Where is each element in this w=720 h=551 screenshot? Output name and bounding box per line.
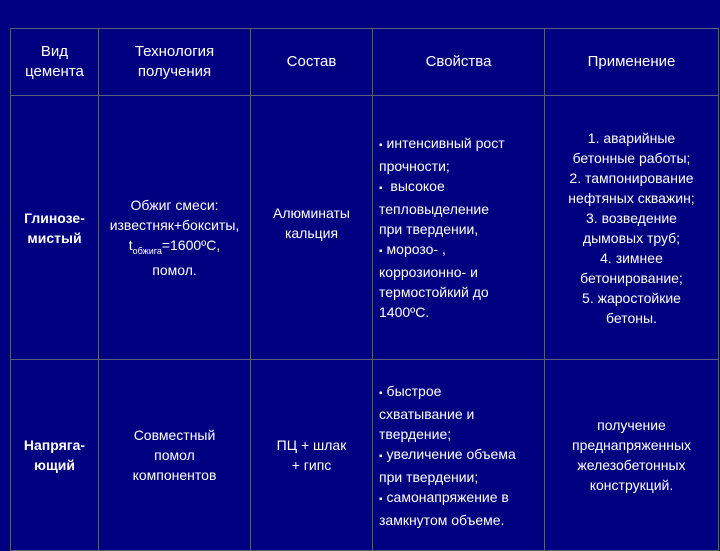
header-technology (99, 29, 251, 96)
application-cell (545, 360, 719, 551)
composition-line: ПЦ + шлак (276, 437, 347, 453)
property-text: коррозионно- и (379, 264, 478, 280)
technology-line: Совместный (133, 427, 216, 443)
property-line (379, 219, 542, 239)
cement-type-line: Напряга- (23, 437, 86, 453)
technology-line: компонентов (132, 467, 217, 483)
property-line (379, 282, 542, 302)
properties-cell (373, 96, 545, 360)
application-line: 4. зимнее (600, 249, 663, 266)
application-line: 1. аварийные (587, 129, 676, 146)
property-text: термостойкий до (379, 284, 489, 300)
application-line: железобетонных (577, 457, 686, 473)
header-technology-line: Технология (134, 43, 215, 60)
application-line: бетонирование; (580, 269, 683, 286)
header-technology-line: получения (137, 63, 212, 80)
cement-type-line: мистый (27, 229, 82, 246)
property-line (379, 467, 542, 487)
property-text: тепловыделение (379, 201, 490, 217)
property-line (379, 262, 542, 282)
technology-line: Обжиг смеси: (130, 196, 219, 213)
application-line: нефтяных скважин; (568, 189, 695, 206)
property-text: при твердении, (379, 221, 479, 237)
header-cement-type-line: цемента (25, 63, 84, 80)
bullet-icon: ▪ (379, 450, 383, 462)
property-text: интенсивный рост (386, 135, 505, 151)
property-text: 1400ºС. (379, 304, 430, 320)
application-line: преднапряженных (572, 437, 691, 453)
bullet-icon: ▪ (379, 493, 383, 505)
technology-temperature (101, 235, 248, 261)
temperature-symbol: t (128, 236, 133, 253)
cement-type-cell (11, 96, 99, 360)
property-text: самонапряжение в (386, 488, 509, 505)
composition-cell (251, 96, 373, 360)
technology-cell (99, 96, 251, 360)
property-text: прочности; (379, 158, 450, 174)
bullet-icon: ▪ (379, 246, 383, 257)
property-line (379, 156, 542, 176)
property-text: высокое (386, 178, 445, 194)
composition-line: Алюминаты (273, 204, 350, 221)
property-line (379, 176, 542, 199)
cement-type-line: Глинозе- (24, 209, 85, 226)
application-line: дымовых труб; (582, 229, 681, 246)
application-line: 2. тампонирование (569, 169, 694, 186)
bullet-icon: ▪ (379, 183, 383, 194)
composition-cell (251, 360, 373, 551)
application-line: 3. возведение (586, 209, 677, 226)
header-application: Применение (545, 29, 719, 96)
bullet-icon: ▪ (379, 387, 383, 399)
cement-type-line: ющий (34, 457, 75, 473)
application-line: 5. жаростойкие (582, 289, 681, 306)
property-text: увеличение объема (386, 445, 516, 462)
property-text: морозо- , (386, 241, 446, 257)
temperature-subscript: обжига (132, 245, 162, 256)
application-line: получение (597, 417, 666, 433)
technology-line: помол. (152, 262, 197, 279)
technology-line: помол (154, 447, 195, 463)
property-line (379, 424, 542, 444)
property-text: замкнутом объеме. (379, 511, 505, 528)
cement-type-cell (11, 360, 99, 551)
table-header-row (11, 29, 719, 96)
technology-line: известняк+бокситы, (109, 216, 240, 233)
property-line (379, 404, 542, 424)
property-line (379, 487, 542, 510)
property-text: быстрое (386, 382, 442, 399)
property-text: схватывание и (379, 405, 475, 422)
table-row (11, 96, 719, 360)
bullet-icon: ▪ (379, 140, 383, 151)
application-line: бетоны. (606, 309, 657, 326)
property-line (379, 302, 542, 322)
header-properties: Свойства (373, 29, 545, 96)
temperature-value: =1600ºС, (161, 236, 221, 253)
property-line (379, 510, 542, 530)
properties-cell (373, 360, 545, 551)
technology-cell (99, 360, 251, 551)
application-line: конструкций. (589, 477, 674, 493)
table-row (11, 360, 719, 551)
property-text: при твердении; (379, 468, 479, 485)
composition-line: кальция (284, 224, 339, 241)
composition-line: + гипс (291, 457, 332, 473)
header-composition: Состав (251, 29, 373, 96)
cement-table (10, 28, 719, 551)
property-line (379, 444, 542, 467)
property-text: твердение; (379, 425, 452, 442)
property-line (379, 381, 542, 404)
header-cement-type-line: Вид (40, 43, 69, 60)
property-line (379, 199, 542, 219)
header-cement-type (11, 29, 99, 96)
property-line (379, 133, 542, 156)
application-cell (545, 96, 719, 360)
property-line (379, 239, 542, 262)
application-line: бетонные работы; (572, 149, 691, 166)
